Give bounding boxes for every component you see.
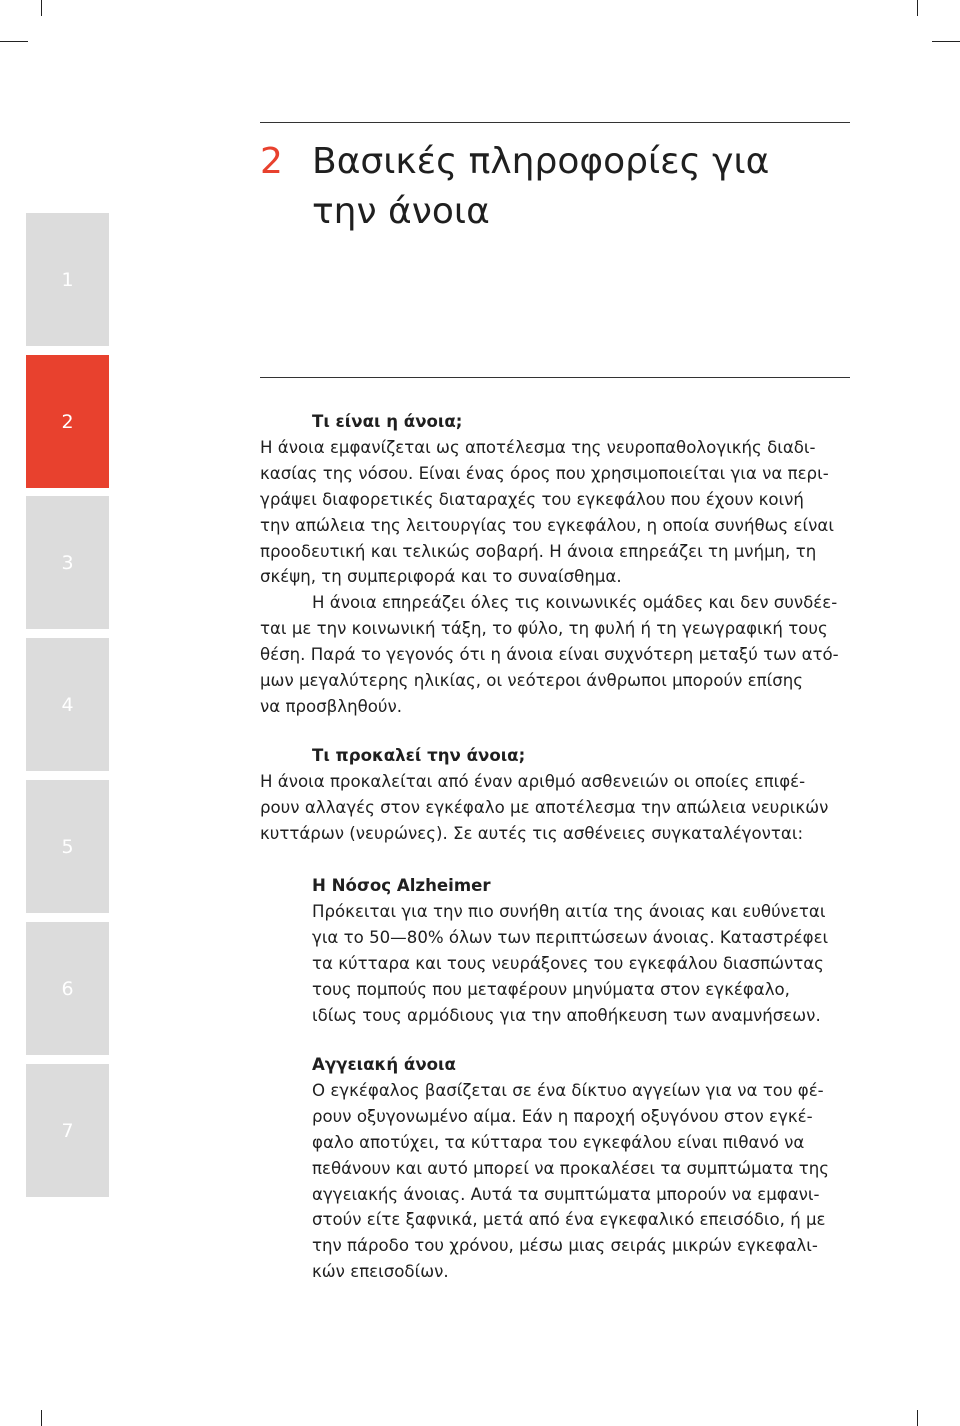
- chapter-tab-label: 5: [61, 835, 74, 858]
- body-line: κών επεισοδίων.: [312, 1262, 449, 1282]
- body-line: στούν είτε ξαφνικά, μετά από ένα εγκεφαλικό επεισόδιο, ή με: [312, 1210, 826, 1230]
- body-line: να προσβληθούν.: [260, 696, 403, 716]
- subsection-heading: Η Νόσος Alzheimer: [312, 876, 491, 895]
- body-line: την απώλεια της λειτουργίας του εγκεφάλου, η οποία συνήθως είναι: [260, 515, 834, 535]
- subsection-vascular-dementia: [312, 1052, 860, 1285]
- body-line: θέση. Παρά το γεγονός ότι η άνοια είναι συχνότερη μεταξύ των ατό-: [260, 645, 839, 665]
- body-line: Η άνοια προκαλείται από έναν αριθμό ασθενειών οι οποίες επιφέ-: [260, 771, 806, 791]
- body-line: ται με την κοινωνική τάξη, το φύλο, τη φυλή ή τη γεωγραφική τους: [260, 619, 828, 639]
- chapter-tab-label: 4: [61, 693, 74, 716]
- subsection-heading: Αγγειακή άνοια: [312, 1055, 456, 1074]
- title-rule: [260, 377, 850, 378]
- body-line: ρουν αλλαγές στον εγκέφαλο με αποτέλεσμα την απώλεια νευρικών: [260, 797, 829, 817]
- chapter-tab-label: 1: [61, 268, 74, 291]
- chapter-tab-1[interactable]: [26, 213, 109, 346]
- crop-mark-top-left: [41, 0, 42, 16]
- body-line: Η άνοια επηρεάζει όλες τις κοινωνικές ομάδες και δεν συνδέε-: [312, 593, 838, 613]
- chapter-tab-label: 3: [61, 551, 74, 574]
- section-heading: Τι προκαλεί την άνοια;: [312, 746, 526, 765]
- chapter-title-line-2: την άνοια: [312, 191, 490, 232]
- chapter-title: [260, 137, 850, 237]
- body-line: ιδίως τους αρμόδιους για την αποθήκευση των αναμνήσεων.: [312, 1005, 821, 1025]
- crop-mark-top-right: [917, 0, 918, 16]
- chapter-tab-6[interactable]: [26, 922, 109, 1055]
- body-line: αγγειακής άνοιας. Αυτά τα συμπτώματα μπορούν να εμφανι-: [312, 1184, 820, 1204]
- body-line: φαλο αποτύχει, τα κύτταρα του εγκεφάλου είναι πιθανό να: [312, 1132, 805, 1152]
- section-causes-of-dementia: [260, 743, 860, 847]
- crop-mark-bottom-left: [41, 1410, 42, 1426]
- section-what-is-dementia: [260, 409, 860, 720]
- body-line: σκέψη, τη συμπεριφορά και το συναίσθημα.: [260, 567, 622, 587]
- chapter-title-line-1: Βασικές πληροφορίες για: [312, 141, 770, 182]
- body-line: τους πομπούς που μεταφέρουν μηνύματα στον εγκέφαλο,: [312, 979, 790, 999]
- chapter-tab-7[interactable]: [26, 1064, 109, 1197]
- body-line: κασίας της νόσου. Είναι ένας όρος που χρησιμοποιείται για να περι-: [260, 463, 829, 483]
- chapter-number: 2: [260, 141, 283, 182]
- body-line: Πρόκειται για την πιο συνήθη αιτία της άνοιας και ευθύνεται: [312, 901, 826, 921]
- body-line: ρουν οξυγονωμένο αίμα. Εάν η παροχή οξυγόνου στον εγκέ-: [312, 1106, 813, 1126]
- crop-mark-left-top: [0, 41, 28, 42]
- body-line: για το 50—80% όλων των περιπτώσεων άνοιας. Καταστρέφει: [312, 927, 829, 947]
- crop-mark-right-top: [932, 41, 960, 42]
- body-line: κυττάρων (νευρώνες). Σε αυτές τις ασθένειες συγκαταλέγονται:: [260, 823, 804, 843]
- body-line: τα κύτταρα και τους νευράξονες του εγκεφάλου διασπώντας: [312, 953, 824, 973]
- chapter-tab-label: 7: [61, 1119, 74, 1142]
- chapter-tab-label: 6: [61, 977, 74, 1000]
- chapter-tab-4[interactable]: [26, 638, 109, 771]
- body-line: προοδευτική και τελικώς σοβαρή. Η άνοια επηρεάζει τη μνήμη, τη: [260, 541, 817, 561]
- chapter-tab-2[interactable]: [26, 355, 109, 488]
- crop-mark-bottom-right: [917, 1410, 918, 1426]
- body-line: την πάροδο του χρόνου, μέσω μιας σειράς μικρών εγκεφαλι-: [312, 1236, 818, 1256]
- body-line: Ο εγκέφαλος βασίζεται σε ένα δίκτυο αγγείων για να του φέ-: [312, 1080, 824, 1100]
- subsection-alzheimer: [312, 873, 860, 1028]
- body-line: μων μεγαλύτερης ηλικίας, οι νεότεροι άνθρωποι μπορούν επίσης: [260, 671, 803, 691]
- body-line: πεθάνουν και αυτό μπορεί να προκαλέσει τα συμπτώματα της: [312, 1158, 830, 1178]
- top-rule: [260, 122, 850, 123]
- section-heading: Τι είναι η άνοια;: [312, 412, 463, 431]
- chapter-tab-label: 2: [61, 410, 74, 433]
- chapter-tab-5[interactable]: [26, 780, 109, 913]
- chapter-tab-3[interactable]: [26, 496, 109, 629]
- body-line: γράψει διαφορετικές διαταραχές του εγκεφάλου που έχουν κοινή: [260, 489, 804, 509]
- body-line: Η άνοια εμφανίζεται ως αποτέλεσμα της νευροπαθολογικής διαδι-: [260, 437, 816, 457]
